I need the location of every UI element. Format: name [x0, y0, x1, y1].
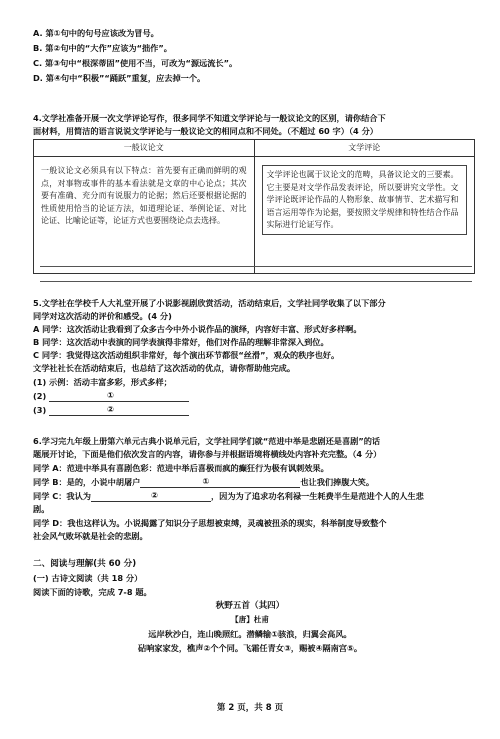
q6-student-c: [33, 491, 424, 502]
item-2-blank[interactable]: [49, 390, 189, 402]
q4-prompt-line1: 4.文学社准备开展一次文学评论写作，很多同学不知道文学评论与一般议论文的区别，请你结合下: [33, 113, 386, 123]
option-b: B. 第②句中的“大作”应该为“拙作”。: [33, 43, 172, 53]
item-3-mark: ②: [107, 404, 114, 414]
q6-c-mark: ②: [150, 490, 158, 500]
item-2-mark: ①: [107, 390, 114, 400]
item-3-number: (3): [33, 405, 47, 415]
q6-c-suffix: ，因为为了追求功名利禄一生耗费半生是范进个人的人生悲: [210, 491, 424, 501]
critique-description: 文学评论也属于议论文的范畴，具备议论文的三要素。它主要是对文学作品发表评论，所以要讲究文学性。文学评论既评论作品的人物形象、故事情节、艺术描写和语言运用等作为论据，要按照文学规律和特性结合作品实际进行论证写作。: [262, 165, 468, 235]
q5-student-b: B 同学：这次活动中表演的同学表演得非常好，他们对作品的理解非常深入到位。: [33, 337, 329, 347]
q6-student-b: [33, 477, 374, 488]
table-cell-essay: [34, 157, 255, 274]
option-a: A. 第①句中的句号应该改为冒号。: [33, 28, 159, 38]
q6-b-mark: ①: [202, 476, 210, 486]
q6-b-suffix: 也让我们捧腹大笑。: [300, 477, 375, 487]
item-3-blank[interactable]: [49, 404, 189, 416]
answer-line-1[interactable]: [40, 266, 472, 267]
table-header-critique: 文学评论: [254, 140, 475, 157]
q6-student-c-cont: 剧。: [33, 504, 50, 514]
q6-b-blank[interactable]: [140, 476, 300, 488]
q5-prompt-line1: 5.文学社在学校千人大礼堂开展了小说影视剧欣赏活动，活动结束后，文学社同学收集了以下部分: [33, 298, 386, 308]
q6-student-d-line2: 社会风气败坏就是社会的悲剧。: [33, 531, 148, 541]
section-title: 二、阅读与理解(共 60 分): [33, 559, 137, 569]
q6-b-prefix: 同学 B：是的，小说中胡屠户: [33, 477, 141, 487]
q6-student-a: 同学 A：范进中举具有喜剧色彩：范进中举后喜极而疯的癫狂行为极有讽刺效果。: [33, 463, 329, 473]
q5-item-2: [33, 391, 189, 402]
reading-instruction: 阅读下面的诗歌，完成 7-8 题。: [33, 587, 152, 597]
q6-c-blank[interactable]: [91, 490, 211, 502]
q5-example: (1) 示例：活动丰富多彩，形式多样；: [33, 377, 172, 387]
q5-student-c: C 同学：我觉得这次活动组织非常好，每个演出环节都很“丝滑”，观众的秩序也好。: [33, 350, 340, 360]
essay-description: 一般议论文必须具有以下特点：首先要有正确而鲜明的观点，对事物或事件的基本看法就是文章的中心论点；其次要有准确、充分而有说服力的论据；然后还要根据论据的性质使用恰当的论证方法，如道理论证、举例论证、对比论证、比喻论证等，论证方式也要围绕论点去选择。: [41, 166, 247, 225]
q5-summary-prompt: 文学社社长在活动结束后，也总结了这次活动的优点，请你帮助他完成。: [33, 363, 296, 373]
comparison-table: [33, 139, 475, 274]
poem-line-1: 远岸秋沙白，连山晚照红。潜鳞输①骇浪，归翼会高风。: [148, 629, 352, 639]
q6-prompt-line1: 6.学习完九年级上册第六单元古典小说单元后，文学社同学们就“范进中举是悲剧还是喜剧”的话: [33, 436, 381, 446]
q5-prompt-line2: 同学对这次活动的评价和感受。(4 分): [33, 311, 172, 321]
option-c: C. 第③句中“根深蒂固”使用不当，可改为“源远流长”。: [33, 58, 238, 68]
poem-title: 秋野五首（其四）: [215, 601, 285, 611]
q5-item-3: [33, 405, 189, 416]
q6-student-d-line1: 同学 D：我也这样认为。小说揭露了知识分子思想被束缚，灵魂被扭杀的现实，科举制度导致整个: [33, 518, 387, 528]
poem-line-2: 砧响家家发，樵声②个个同。飞霜任青女③，赐被④隔南宫⑤。: [137, 643, 363, 653]
page-footer: 第 2 页，共 8 页: [216, 703, 284, 713]
answer-line-2[interactable]: [40, 281, 472, 282]
q5-student-a: A 同学：这次活动让我看到了众多古今中外小说作品的演绎，内容好丰富、形式好多样啊。: [33, 324, 362, 334]
option-d: D. 第④句中“积极”“踊跃”重复，应去掉一个。: [33, 73, 206, 83]
poem-author: 【唐】杜甫: [231, 615, 269, 624]
q6-c-prefix: 同学 C：我认为: [33, 491, 91, 501]
q6-prompt-line2: 题展开讨论，下面是他们依次发言的内容，请你参与并根据语境将横线处内容补充完整。（4 分）: [33, 449, 382, 459]
q4-prompt-line2: 面材料，用简洁的语言说说文学评论与一般议论文的相同点和不同处。（不超过 60 字）（4 分）: [33, 126, 378, 136]
choice-options: [33, 28, 237, 88]
item-2-number: (2): [33, 391, 47, 401]
table-cell-critique: [254, 157, 475, 274]
table-header-essay: 一般议论文: [34, 140, 255, 157]
subsection-title: (一) 古诗文阅读（共 18 分）: [33, 573, 143, 583]
